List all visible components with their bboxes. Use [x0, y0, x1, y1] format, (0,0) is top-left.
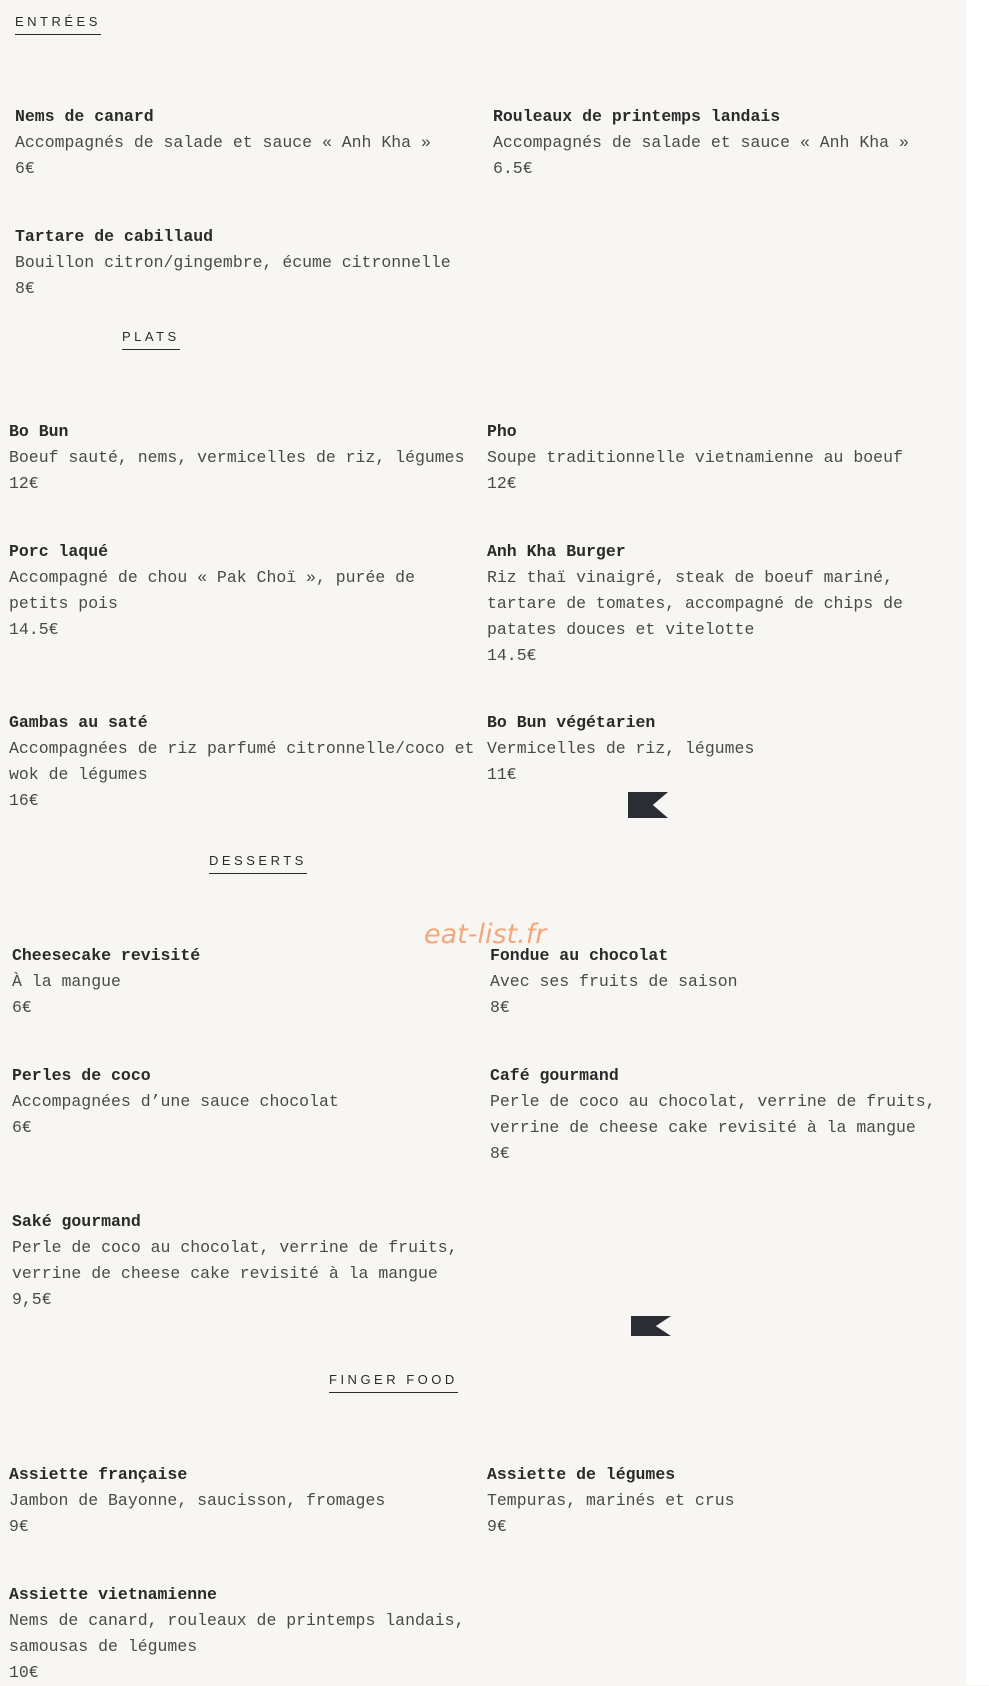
item-name: Rouleaux de printemps landais: [493, 107, 781, 126]
flag-icon: [631, 1316, 671, 1336]
item-price: 8€: [490, 1144, 510, 1163]
menu-item: [487, 419, 957, 497]
item-price: 14.5€: [9, 620, 59, 639]
item-price: 9€: [487, 1517, 507, 1536]
item-name: Pho: [487, 422, 517, 441]
item-description: Accompagnés de salade et sauce « Anh Kha »: [15, 133, 431, 152]
item-price: 6.5€: [493, 159, 533, 178]
item-name: Anh Kha Burger: [487, 542, 626, 561]
menu-item: [9, 539, 479, 643]
item-name: Café gourmand: [490, 1066, 619, 1085]
item-name: Bo Bun végétarien: [487, 713, 656, 732]
menu-item: [9, 1582, 479, 1686]
section-heading-desserts: DESSERTS: [209, 854, 307, 874]
item-description: Nems de canard, rouleaux de printemps landais, samousas de légumes: [9, 1611, 465, 1656]
item-price: 6€: [12, 1118, 32, 1137]
item-name: Nems de canard: [15, 107, 154, 126]
item-price: 10€: [9, 1663, 39, 1682]
item-description: Perle de coco au chocolat, verrine de fruits, verrine de cheese cake revisité à la mangue: [12, 1238, 458, 1283]
menu-item: [487, 539, 957, 669]
menu-item: [487, 1462, 957, 1540]
item-description: Riz thaï vinaigré, steak de boeuf mariné, tartare de tomates, accompagné de chips de patates douces et vitelotte: [487, 568, 903, 639]
menu-item: [12, 1063, 482, 1141]
item-description: Tempuras, marinés et crus: [487, 1491, 735, 1510]
item-description: Avec ses fruits de saison: [490, 972, 738, 991]
menu-item: [12, 1209, 462, 1313]
item-price: 9,5€: [12, 1290, 52, 1309]
menu-item: [9, 1462, 479, 1540]
right-edge: [966, 0, 989, 1685]
item-price: 14.5€: [487, 646, 537, 665]
menu-item: [9, 710, 479, 814]
item-price: 12€: [9, 474, 39, 493]
item-name: Tartare de cabillaud: [15, 227, 214, 246]
menu-item: [12, 943, 482, 1021]
section-heading-entrees: ENTRÉES: [15, 15, 101, 35]
item-description: Perle de coco au chocolat, verrine de fruits, verrine de cheese cake revisité à la mangue: [490, 1092, 936, 1137]
section-heading-plats: PLATS: [122, 330, 180, 350]
item-price: 8€: [490, 998, 510, 1017]
item-description: Accompagnés de salade et sauce « Anh Kha »: [493, 133, 909, 152]
item-description: Accompagnées d’une sauce chocolat: [12, 1092, 339, 1111]
item-name: Assiette vietnamienne: [9, 1585, 217, 1604]
item-description: Bouillon citron/gingembre, écume citronnelle: [15, 253, 451, 272]
item-description: Soupe traditionnelle vietnamienne au boeuf: [487, 448, 903, 467]
menu-item: [9, 419, 479, 497]
item-name: Cheesecake revisité: [12, 946, 201, 965]
item-name: Saké gourmand: [12, 1212, 141, 1231]
item-price: 9€: [9, 1517, 29, 1536]
item-description: Jambon de Bayonne, saucisson, fromages: [9, 1491, 386, 1510]
item-name: Perles de coco: [12, 1066, 151, 1085]
item-name: Bo Bun: [9, 422, 69, 441]
item-price: 6€: [12, 998, 32, 1017]
item-price: 12€: [487, 474, 517, 493]
section-heading-finger-food: FINGER FOOD: [329, 1373, 458, 1393]
item-description: Accompagnées de riz parfumé citronnelle/coco et wok de légumes: [9, 739, 475, 784]
menu-item: [15, 104, 485, 182]
item-name: Fondue au chocolat: [490, 946, 669, 965]
item-name: Assiette française: [9, 1465, 188, 1484]
item-price: 8€: [15, 279, 35, 298]
item-description: À la mangue: [12, 972, 121, 991]
menu-item: [487, 710, 957, 788]
watermark: eat-list.fr: [424, 919, 547, 950]
item-description: Vermicelles de riz, légumes: [487, 739, 755, 758]
menu-item: [490, 1063, 940, 1167]
menu-item: [493, 104, 963, 182]
item-price: 16€: [9, 791, 39, 810]
item-price: 6€: [15, 159, 35, 178]
item-description: Accompagné de chou « Pak Choï », purée de petits pois: [9, 568, 415, 613]
item-name: Porc laqué: [9, 542, 109, 561]
item-price: 11€: [487, 765, 517, 784]
item-name: Assiette de légumes: [487, 1465, 676, 1484]
flag-icon: [628, 792, 668, 818]
menu-item: [15, 224, 485, 302]
item-description: Boeuf sauté, nems, vermicelles de riz, légumes: [9, 448, 465, 467]
item-name: Gambas au saté: [9, 713, 148, 732]
menu-item: [490, 943, 960, 1021]
